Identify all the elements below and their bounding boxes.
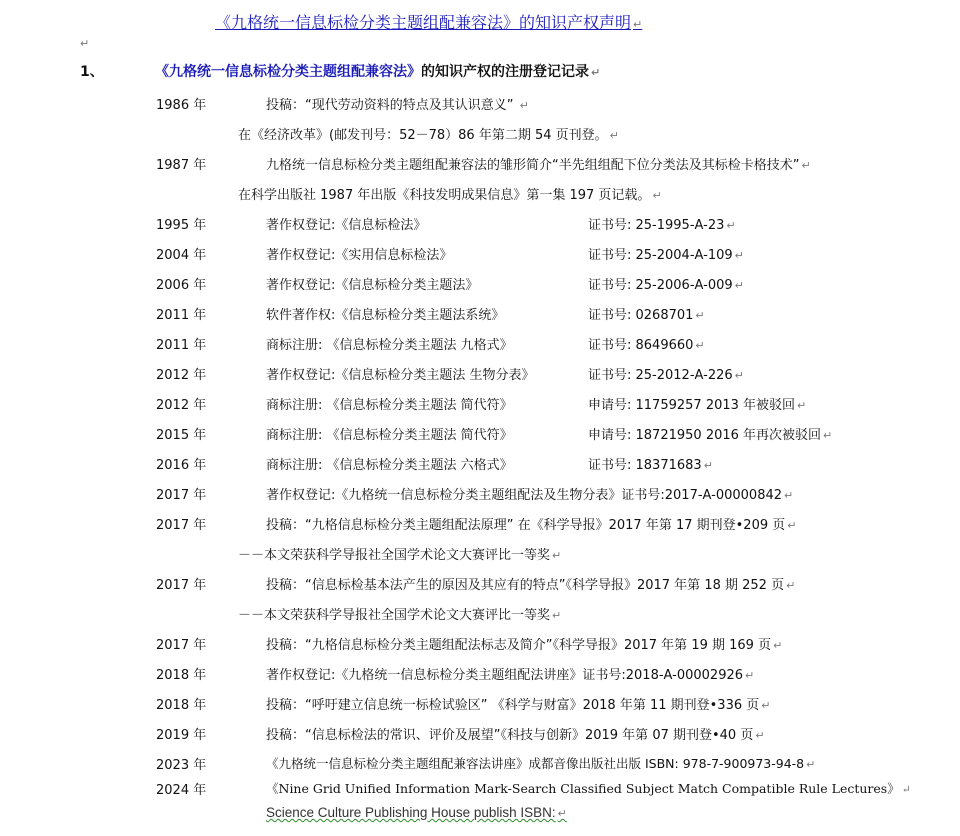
record-text: 著作权登记:《实用信息标检法》 [266, 248, 453, 263]
record-year: 2012 年 [156, 368, 207, 383]
record-cert: 证书号: 25-1995-A-23 ↵ [588, 218, 736, 233]
record-year: 2004 年 [156, 248, 207, 263]
record-cert: 证书号: 25-2012-A-226 ↵ [588, 368, 744, 383]
record-continuation-text: －－本文荣获科学导报社全国学术论文大赛评比一等奖 ↵ [238, 608, 562, 623]
record-year: 2012 年 [156, 398, 207, 413]
document-title [215, 10, 735, 33]
record-text: 商标注册: 《信息标检分类主题法 六格式》 [266, 458, 513, 473]
record-text: 投稿：“九格信息标检分类主题组配法原理” 在《科学导报》2017 年第 17 期刊登•209 页 ↵ [266, 518, 797, 533]
record-text: 著作权登记:《信息标检法》 [266, 218, 427, 233]
record-year: 2018 年 [156, 668, 207, 683]
record-continuation-text: －－本文荣获科学导报社全国学术论文大赛评比一等奖 ↵ [238, 548, 562, 563]
record-year: 2011 年 [156, 338, 207, 353]
record-year: 2018 年 [156, 698, 207, 713]
record-text: 软件著作权:《信息标检分类主题法系统》 [266, 308, 505, 323]
record-text: 著作权登记:《九格统一信息标检分类主题组配法讲座》证书号:2018-A-00002926 ↵ [266, 668, 755, 683]
record-text: 九格统一信息标检分类主题组配兼容法的雏形简介“半先组组配下位分类法及其标检卡格技术” ↵ [266, 158, 811, 173]
record-year: 1995 年 [156, 218, 207, 233]
record-year: 2011 年 [156, 308, 207, 323]
record-year: 2017 年 [156, 518, 207, 533]
record-text: 《Nine Grid Unified Information Mark-Search Classified Subject Match Compatible Rule Lectures》 ↵ [266, 781, 911, 796]
record-cert: 证书号: 25-2004-A-109 ↵ [588, 248, 744, 263]
record-continuation-text: Science Culture Publishing House publish ISBN: ↵ [266, 805, 567, 820]
record-cert: 申请号: 11759257 2013 年被驳回 ↵ [588, 398, 807, 413]
record-year: 2016 年 [156, 458, 207, 473]
record-text: 商标注册: 《信息标检分类主题法 简代符》 [266, 428, 513, 443]
record-year: 2015 年 [156, 428, 207, 443]
record-year: 2006 年 [156, 278, 207, 293]
record-text: 投稿：“信息标检基本法产生的原因及其应有的特点”《科学导报》2017 年第 18 期 252 页 ↵ [266, 578, 796, 593]
record-text: 《九格统一信息标检分类主题组配兼容法讲座》成都音像出版社出版 ISBN: 978-7-900973-94-8 ↵ [266, 756, 816, 771]
section-heading-blue: 《九格统一信息标检分类主题组配兼容法》 [155, 64, 421, 80]
record-text: 投稿：“九格信息标检分类主题组配法标志及简介”《科学导报》2017 年第 19 期 169 页 ↵ [266, 638, 783, 653]
record-cert: 证书号: 0268701 ↵ [588, 308, 705, 323]
section-number: 1、 [80, 64, 104, 80]
record-text: 商标注册: 《信息标检分类主题法 九格式》 [266, 338, 513, 353]
record-cert: 申请号: 18721950 2016 年再次被驳回 ↵ [588, 428, 833, 443]
paragraph-mark-icon: ↵ [80, 37, 90, 50]
paragraph-mark-icon: ↵ [633, 18, 643, 31]
title-text: 《九格统一信息标检分类主题组配兼容法》的知识产权声明 [215, 13, 632, 32]
record-text: 商标注册: 《信息标检分类主题法 简代符》 [266, 398, 513, 413]
record-text: 著作权登记:《九格统一信息标检分类主题组配法及生物分表》证书号:2017-A-00000842 ↵ [266, 488, 794, 503]
record-cert: 证书号: 25-2006-A-009 ↵ [588, 278, 744, 293]
record-text: 投稿：“呼吁建立信息统一标检试验区” 《科学与财富》2018 年第 11 期刊登•336 页 ↵ [266, 698, 771, 713]
record-continuation-text: 在科学出版社 1987 年出版《科技发明成果信息》第一集 197 页记载。 ↵ [238, 188, 662, 203]
record-year: 1987 年 [156, 158, 207, 173]
record-year: 2019 年 [156, 728, 207, 743]
record-year: 2023 年 [156, 758, 207, 773]
record-year: 2024 年 [156, 783, 207, 798]
record-year: 2017 年 [156, 488, 207, 503]
record-text: 投稿：“现代劳动资料的特点及其认识意义” ↵ [266, 98, 529, 113]
record-cert: 证书号: 18371683 ↵ [588, 458, 713, 473]
record-year: 2017 年 [156, 638, 207, 653]
record-text: 著作权登记:《信息标检分类主题法》 [266, 278, 479, 293]
record-cert: 证书号: 8649660 ↵ [588, 338, 705, 353]
paragraph-mark-icon: ↵ [591, 66, 601, 79]
record-text: 著作权登记:《信息标检分类主题法 生物分表》 [266, 368, 535, 383]
record-text: 投稿：“信息标检法的常识、评价及展望”《科技与创新》2019 年第 07 期刊登•40 页 ↵ [266, 728, 765, 743]
record-year: 1986 年 [156, 98, 207, 113]
section-heading-rest: 的知识产权的注册登记记录 [421, 64, 589, 80]
record-continuation-text: 在《经济改革》(邮发刊号：52－78）86 年第二期 54 页刊登。 ↵ [238, 128, 619, 143]
section-heading [80, 61, 600, 81]
record-year: 2017 年 [156, 578, 207, 593]
